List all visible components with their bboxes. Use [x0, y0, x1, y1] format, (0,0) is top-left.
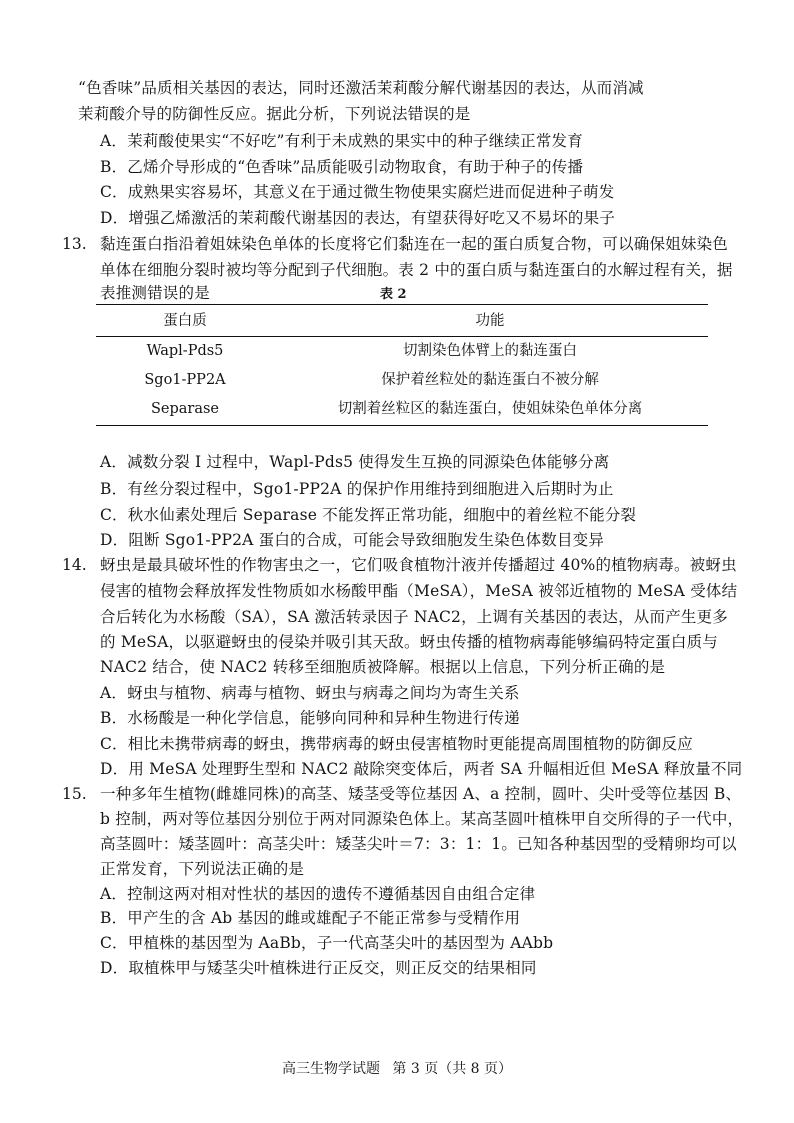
footer-subject: 高三生物学试题	[281, 1061, 380, 1077]
q15-stem-line-1: 一种多年生植物(雌雄同株)的高茎、矮茎受等位基因 A、a 控制，圆叶、尖叶受等位基因 B、	[100, 785, 742, 803]
q14-stem-line-5: NAC2 结合，使 NAC2 转移至细胞质被降解。根据以上信息，下列分析正确的是	[100, 658, 666, 676]
table-cell-function-3: 切割着丝粒区的黏连蛋白，使姐妹染色单体分离	[337, 401, 643, 417]
q12-option-d: D．增强乙烯激活的茉莉酸代谢基因的表达，有望获得好吃又不易坏的果子	[100, 209, 616, 227]
q14-option-a: A．蚜虫与植物、病毒与植物、蚜虫与病毒之间均为寄生关系	[100, 684, 520, 702]
table-cell-protein-1: Wapl-Pds5	[146, 343, 224, 359]
q13-option-a: A．减数分裂 I 过程中，Wapl-Pds5 使得发生互换的同源染色体能够分离	[100, 453, 610, 471]
q13-option-c: C．秋水仙素处理后 Separase 不能发挥正常功能，细胞中的着丝粒不能分裂	[100, 506, 637, 524]
q15-option-b: B．甲产生的含 Ab 基因的雌或雄配子不能正常参与受精作用	[100, 909, 521, 927]
q14-option-d: D．用 MeSA 处理野生型和 NAC2 敲除突变体后，两者 SA 升幅相近但 MeSA 释放量不同	[100, 760, 743, 778]
q12-option-c: C．成熟果实容易坏，其意义在于通过微生物使果实腐烂进而促进种子萌发	[100, 183, 615, 201]
q13-option-d: D．阻断 Sgo1-PP2A 蛋白的合成，可能会导致细胞发生染色体数目变异	[100, 531, 605, 549]
q14-stem-line-1: 蚜虫是最具破坏性的作物害虫之一，它们吸食植物汁液并传播超过 40%的植物病毒。被蚜虫	[100, 556, 737, 574]
q14-stem-line-2: 侵害的植物会释放挥发性物质如水杨酸甲酯（MeSA），MeSA 被邻近植物的 MeSA 受体结	[100, 582, 738, 600]
q14-option-b: B．水杨酸是一种化学信息，能够向同种和异种生物进行传递	[100, 709, 520, 727]
q15-option-a: A．控制这两对相对性状的基因的遗传不遵循基因自由组合定律	[100, 885, 536, 903]
table-caption: 表 2	[380, 287, 407, 302]
q14-number: 14.	[62, 556, 87, 574]
q12-stem-line-2: 茉莉酸介导的防御性反应。据此分析，下列说法错误的是	[78, 105, 471, 123]
q14-stem-line-4: 的 MeSA，以驱避蚜虫的侵染并吸引其天敌。蚜虫传播的植物病毒能够编码特定蛋白质与	[100, 633, 718, 651]
q13-stem-line-1: 黏连蛋白指沿着姐妹染色单体的长度将它们黏连在一起的蛋白质复合物，可以确保姐妹染色	[100, 235, 729, 253]
table-cell-protein-3: Separase	[150, 401, 220, 417]
q15-stem-line-3: 高茎圆叶：矮茎圆叶：高茎尖叶：矮茎尖叶＝7：3：1：1。已知各种基因型的受精卵均可以	[100, 835, 737, 853]
q12-stem-line-1: “色香味”品质相关基因的表达，同时还激活茉莉酸分解代谢基因的表达，从而消减	[78, 79, 644, 97]
page-footer	[0, 1058, 794, 1078]
table-bottom-rule	[96, 425, 708, 426]
q13-number: 13.	[62, 235, 87, 253]
q15-stem-line-2: b 控制，两对等位基因分别位于两对同源染色体上。某高茎圆叶植株甲自交所得的子一代中，	[100, 810, 744, 828]
q15-option-c: C．甲植株的基因型为 AaBb，子一代高茎尖叶的基因型为 AAbb	[100, 934, 554, 952]
q15-number: 15.	[62, 785, 87, 803]
q12-option-b: B．乙烯介导形成的“色香味”品质能吸引动物取食，有助于种子的传播	[100, 158, 584, 176]
footer-page-number: 第 3 页（共 8 页）	[392, 1061, 513, 1077]
table-header-rule	[96, 336, 708, 337]
q14-stem-line-3: 合后转化为水杨酸（SA），SA 激活转录因子 NAC2，上调有关基因的表达，从而产生更多	[100, 608, 729, 626]
table-cell-function-1: 切割染色体臂上的黏连蛋白	[403, 343, 577, 359]
table-header-protein: 蛋白质	[163, 313, 207, 329]
q12-option-a: A．茉莉酸使果实“不好吃”有利于未成熟的果实中的种子继续正常发育	[100, 132, 583, 150]
q13-stem-line-3: 表推测错误的是	[100, 284, 210, 302]
table-cell-function-2: 保护着丝粒处的黏连蛋白不被分解	[381, 372, 599, 388]
table-header-function: 功能	[475, 313, 505, 329]
q14-option-c: C．相比未携带病毒的蚜虫，携带病毒的蚜虫侵害植物时更能提高周围植物的防御反应	[100, 735, 693, 753]
q13-option-b: B．有丝分裂过程中，Sgo1-PP2A 的保护作用维持到细胞进入后期时为止	[100, 480, 614, 498]
q15-stem-line-4: 正常发育，下列说法正确的是	[100, 860, 305, 878]
table-top-rule	[96, 304, 708, 305]
table-cell-protein-2: Sgo1-PP2A	[144, 372, 226, 388]
q13-stem-line-2: 单体在细胞分裂时被均等分配到子代细胞。表 2 中的蛋白质与黏连蛋白的水解过程有关，据	[100, 261, 733, 279]
q15-option-d: D．取植株甲与矮茎尖叶植株进行正反交，则正反交的结果相同	[100, 959, 537, 977]
